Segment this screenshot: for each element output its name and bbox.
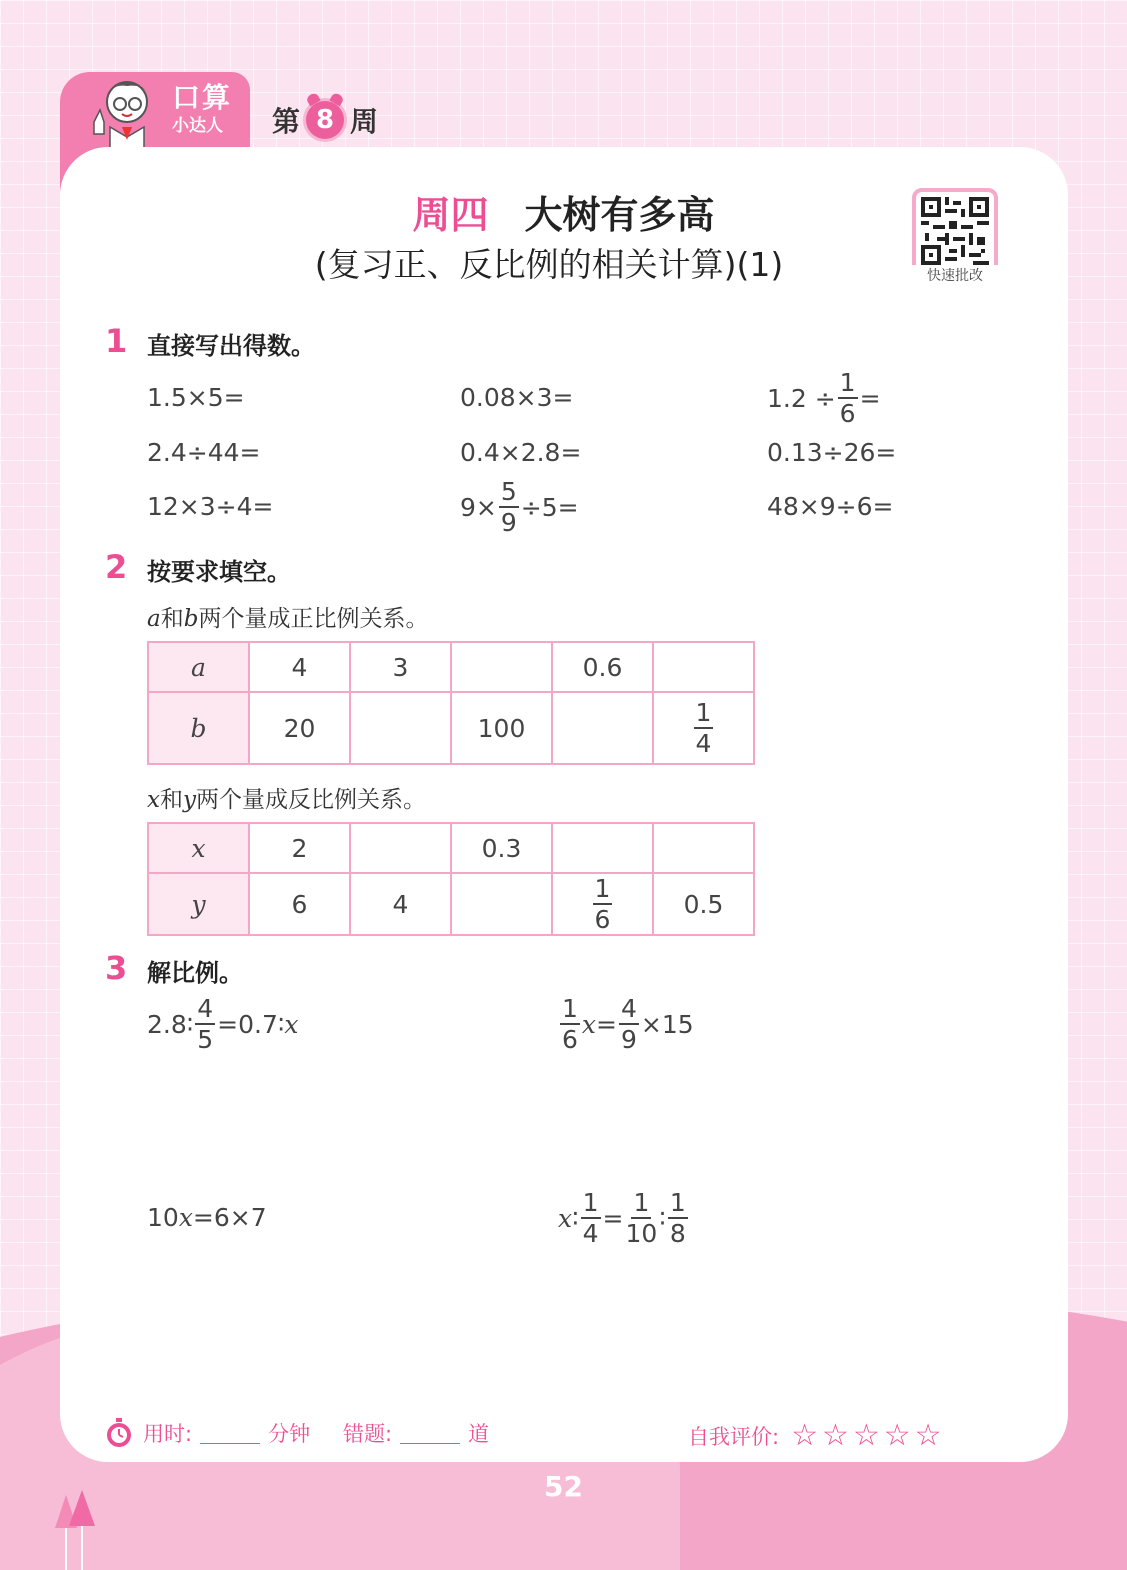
mascot-icon [82,72,162,152]
proportion-1 [147,996,299,1052]
week-number: 8 [315,105,335,135]
table-cell-fraction [653,692,754,764]
proportion-2-post: ×15 [640,1009,694,1039]
errors-input[interactable] [400,1422,460,1444]
expr-8-post: ÷5= [520,492,579,522]
row-head-y: y [148,873,249,935]
errors-unit: 道 [468,1422,490,1446]
table-cell-blank[interactable] [653,642,754,692]
table-cell-blank[interactable] [451,873,552,935]
proportion-1-post: =0.7∶ [217,1009,285,1039]
tree-icon [52,1490,102,1570]
equals-sign: = [596,1009,617,1039]
time-field [105,1418,310,1448]
relation-1-and: 和 [160,606,184,632]
table-cell: 0.6 [552,642,653,692]
table-cell-blank[interactable] [350,692,451,764]
relation-2-text: 两个量成反比例关系。 [195,787,426,813]
var-y: y [182,787,196,813]
expr-2: 0.08×3= [460,383,574,412]
proportion-1-pre: 2.8∶ [147,1009,194,1039]
table-cell-blank[interactable] [552,692,653,764]
errors-label: 错题: [343,1422,393,1446]
week-prefix: 第 [272,105,301,138]
proportion-3-post: =6×7 [192,1203,267,1232]
table-cell: 0.5 [653,873,754,935]
time-unit: 分钟 [268,1422,311,1446]
expr-7: 12×3÷4= [147,492,274,521]
relation-2-and: 和 [159,787,183,813]
table-cell: 4 [350,873,451,935]
var-x: x [178,1203,193,1232]
var-b: b [183,606,199,632]
stopwatch-icon [105,1418,133,1448]
fraction-numerator: 1 [594,874,611,903]
inverse-proportion-table [147,822,755,936]
direct-proportion-table [147,641,755,765]
fraction-denominator: 6 [839,399,856,428]
relation-1 [147,600,428,633]
var-a: a [147,606,161,632]
section-3-title: 解比例。 [147,959,243,987]
page-number: 52 [544,1470,583,1503]
table-cell: 6 [249,873,350,935]
fraction-denominator: 6 [594,905,611,934]
fraction-denominator: 4 [582,1219,599,1248]
time-label: 用时: [143,1422,193,1446]
table-cell: 20 [249,692,350,764]
table-cell: 100 [451,692,552,764]
relation-2 [147,781,426,814]
proportion-4-fraction-1 [581,1190,601,1246]
proportion-2-fraction-2 [619,996,639,1052]
row-head-b: b [148,692,249,764]
expr-3-pre: 1.2 ÷ [767,383,836,413]
var-x: x [581,1009,597,1039]
fraction-numerator: 1 [633,1188,650,1217]
fraction-denominator: 9 [620,1025,637,1054]
expr-4: 2.4÷44= [147,438,261,467]
fraction-denominator: 9 [500,508,517,537]
table-cell-fraction [552,873,653,935]
fraction-numerator: 5 [500,477,517,506]
expr-8 [460,479,579,535]
fraction-denominator: 4 [695,729,712,758]
expr-8-pre: 9× [460,492,497,522]
expr-3-post: = [859,383,881,413]
expr-3-fraction [838,370,858,426]
week-suffix: 周 [350,105,379,138]
fraction-numerator: 1 [695,698,712,727]
fraction-numerator: 1 [669,1188,686,1217]
tab-title: 口算 [172,81,233,114]
expr-5: 0.4×2.8= [460,438,582,467]
equals-sign: = [602,1203,624,1233]
section-2-title: 按要求填空。 [147,558,291,586]
fraction-denominator: 5 [197,1025,214,1054]
section-2-number: 2 [105,548,128,586]
expr-6: 0.13÷26= [767,438,897,467]
expr-8-fraction [499,479,519,535]
table-cell: 4 [249,642,350,692]
rating-label: 自我评价: [688,1424,780,1449]
errors-field [343,1418,489,1448]
section-1-title: 直接写出得数。 [147,332,315,360]
table-cell-blank[interactable] [350,823,451,873]
expr-1: 1.5×5= [147,383,245,412]
qr-label: 快速批改 [908,265,1002,285]
proportion-4-fraction-2 [625,1190,657,1246]
expr-3 [767,370,881,426]
proportion-3-pre: 10 [147,1203,179,1232]
table-cell-blank[interactable] [653,823,754,873]
proportion-3 [147,1203,267,1232]
fraction-denominator: 6 [562,1025,578,1054]
fraction-numerator: 1 [839,368,856,397]
title-main: 大树有多高 [524,193,715,237]
tab-subtitle: 小达人 [172,116,223,136]
proportion-4-fraction-3 [668,1190,688,1246]
fraction-denominator: 10 [625,1219,658,1248]
table-row [148,873,754,935]
alarm-clock-icon [306,101,344,139]
fraction-denominator: 8 [669,1219,686,1248]
row-head-a: a [148,642,249,692]
colon: ∶ [659,1203,666,1233]
table-cell: 2 [249,823,350,873]
row-head-x: x [148,823,249,873]
proportion-2 [558,996,694,1052]
fraction-numerator: 4 [620,994,637,1023]
fraction-numerator: 1 [582,1188,599,1217]
var-x: x [147,787,160,813]
self-rating [688,1418,946,1453]
fraction-numerator: 4 [197,994,214,1023]
page-subtitle: (复习正、反比例的相关计算)(1) [314,245,784,284]
colon: ∶ [572,1203,579,1233]
table-row [148,823,754,873]
table-row [148,642,754,692]
table-cell: 0.3 [451,823,552,873]
var-x: x [558,1203,573,1233]
table-cell: 3 [350,642,451,692]
fraction-numerator: 1 [562,994,578,1023]
qr-code-icon[interactable] [912,188,998,274]
table-row [148,692,754,764]
var-x: x [284,1009,299,1039]
relation-1-text: 两个量成正比例关系。 [198,606,429,632]
time-input[interactable] [200,1422,260,1444]
expr-9: 48×9÷6= [767,492,894,521]
section-1-number: 1 [105,322,128,360]
table-cell-blank[interactable] [552,823,653,873]
proportion-4 [558,1190,690,1246]
section-3-number: 3 [105,949,128,987]
rating-stars[interactable]: ☆☆☆☆☆ [791,1418,946,1453]
title-day: 周四 [412,193,489,237]
week-indicator [272,100,378,140]
proportion-2-fraction-1 [560,996,580,1052]
proportion-1-fraction [195,996,215,1052]
table-cell-blank[interactable] [451,642,552,692]
